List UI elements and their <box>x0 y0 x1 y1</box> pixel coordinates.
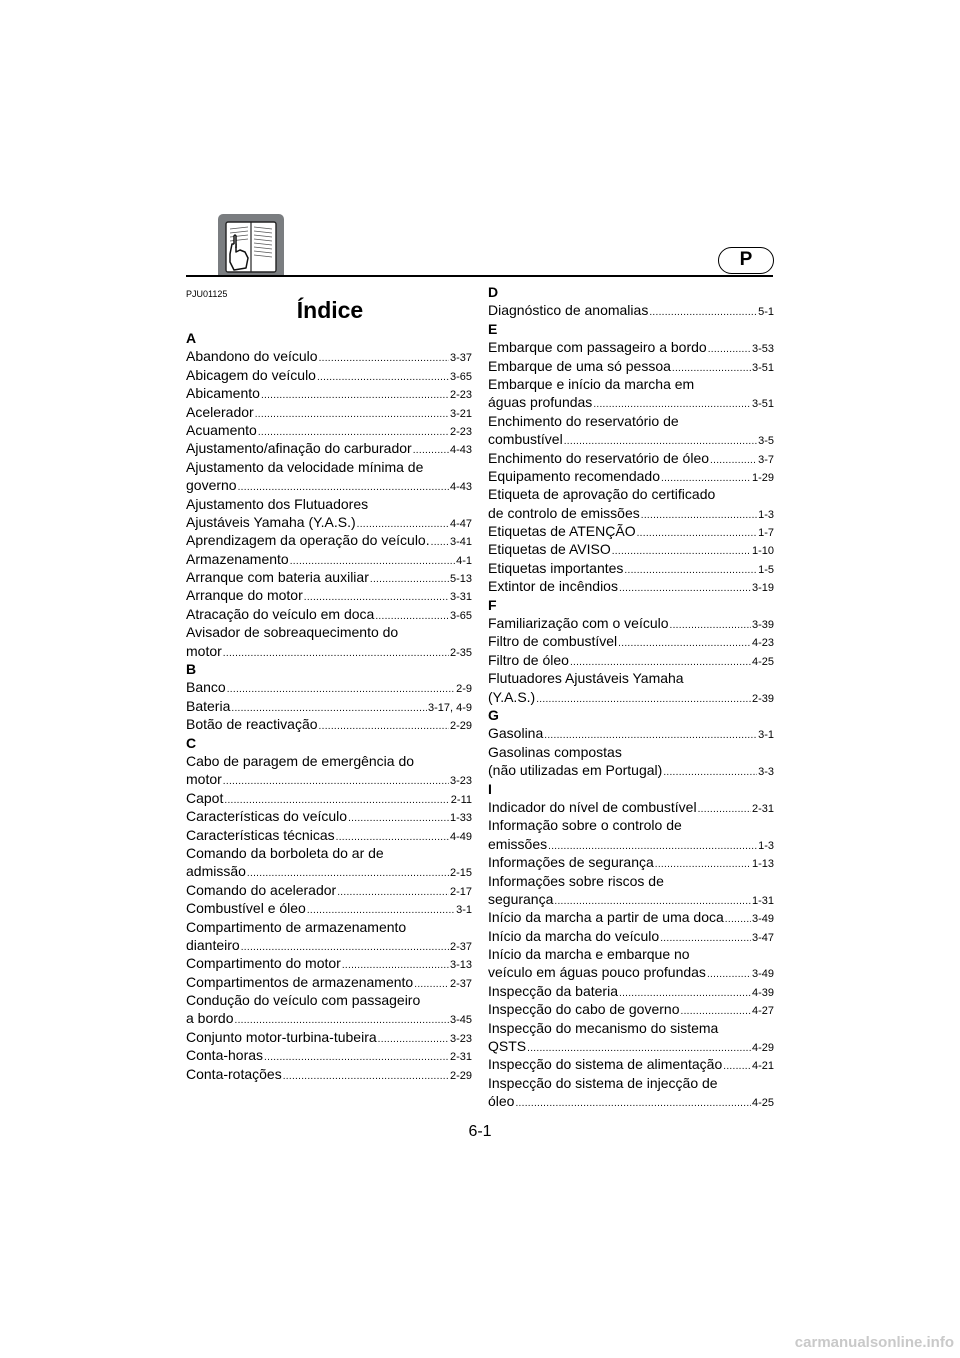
index-entry-page: 1-3 <box>758 508 774 521</box>
index-entry-label: QSTS <box>488 1038 527 1055</box>
index-entry <box>488 540 774 558</box>
index-entry-label: Gasolinas compostas <box>488 743 622 760</box>
index-entry <box>186 586 472 604</box>
index-entry <box>488 559 774 577</box>
index-entry-label: Informações sobre riscos de <box>488 872 664 889</box>
index-entry-label: Capot <box>186 789 224 806</box>
index-entry-page: 2-29 <box>449 720 472 733</box>
index-entry-page: 3-65 <box>449 609 472 622</box>
index-column-right <box>488 283 774 1111</box>
index-entry-label: Etiquetas de AVISO <box>488 541 611 558</box>
index-entry-page: 3-45 <box>449 1014 472 1027</box>
index-entry-page: 1-13 <box>751 858 774 871</box>
index-entry <box>488 835 774 853</box>
dot-leader <box>710 452 757 470</box>
index-entry-page: 1-31 <box>751 894 774 907</box>
index-entry-page: 3-51 <box>751 398 774 411</box>
index-entry-label: Ajustáveis Yamaha (Y.A.S.) <box>186 513 356 530</box>
index-entry-label: admissão <box>186 863 246 880</box>
index-entry-label: Acelerador <box>186 403 254 420</box>
index-entry-page: 3-49 <box>751 913 774 926</box>
index-entry-label: Ajustamento/afinação do carburador <box>186 440 412 457</box>
dot-leader <box>641 507 757 525</box>
index-entry <box>488 393 774 411</box>
index-entry-page: 3-13 <box>449 959 472 972</box>
index-entry-label: Embarque de uma só pessoa <box>488 357 671 374</box>
dot-leader <box>723 1058 751 1076</box>
watermark: carmanualsonline.info <box>794 1334 954 1351</box>
index-entry-page: 2-35 <box>449 646 472 659</box>
index-entry-page: 3-41 <box>449 536 472 549</box>
index-entry-page: 3-1 <box>758 729 774 742</box>
index-entry-page: 3-47 <box>751 931 774 944</box>
index-entry <box>488 798 774 816</box>
index-entry-page: 2-17 <box>449 885 472 898</box>
index-entry-label: Ajustamento da velocidade mínima de <box>186 458 424 475</box>
index-entry-label: Compartimentos de armazenamento <box>186 973 414 990</box>
index-entry <box>186 973 472 991</box>
index-letter-heading: C <box>186 734 197 751</box>
index-entry <box>488 1037 774 1055</box>
dot-leader <box>227 681 455 699</box>
index-entry-label: Informações de segurança <box>488 854 654 871</box>
index-entry-label: Inspecção do sistema de injecção de <box>488 1074 718 1091</box>
index-entry <box>488 651 774 669</box>
index-entry-page: 1-29 <box>751 471 774 484</box>
dot-leader <box>725 911 751 929</box>
index-letter-heading: G <box>488 706 499 723</box>
index-entry-label: a bordo <box>186 1010 234 1027</box>
index-entry-page: 3-53 <box>751 343 774 356</box>
manual-book-icon <box>218 214 284 276</box>
index-entry <box>488 357 774 375</box>
index-entry-label: Botão de reactivação <box>186 716 318 733</box>
index-entry-page: 2-23 <box>449 425 472 438</box>
index-entry-label: Início da marcha a partir de uma doca <box>488 909 724 926</box>
index-entry-label: Compartimento de armazenamento <box>186 918 407 935</box>
index-entry <box>488 449 774 467</box>
dot-leader <box>370 571 449 589</box>
index-entry <box>488 614 774 632</box>
index-entry-label: combustível <box>488 431 563 448</box>
index-entry-page: 2-37 <box>449 977 472 990</box>
index-entry-label: Extintor de incêndios <box>488 578 618 595</box>
index-entry <box>186 550 472 568</box>
index-entry-label: Comando do acelerador <box>186 881 337 898</box>
index-entry-label: óleo <box>488 1093 515 1110</box>
index-entry-page: 3-31 <box>449 591 472 604</box>
index-entry <box>488 338 774 356</box>
index-entry-page: 3-1 <box>456 904 472 917</box>
index-entry-page: 4-23 <box>751 637 774 650</box>
dot-leader <box>223 645 449 663</box>
index-entry-label: Combustível e óleo <box>186 900 306 917</box>
index-entry-page: 1-10 <box>751 545 774 558</box>
index-entry <box>488 1092 774 1110</box>
dot-leader <box>255 406 449 424</box>
index-entry-page: 4-47 <box>449 517 472 530</box>
index-entry <box>186 954 472 972</box>
index-entry <box>186 1046 472 1064</box>
index-entry-label: Embarque com passageiro a bordo <box>488 339 707 356</box>
index-entry <box>186 715 472 733</box>
index-entry-label: Indicador do nível de combustível <box>488 798 697 815</box>
index-entry-label: (Y.A.S.) <box>488 688 536 705</box>
index-entry-page: 4-49 <box>449 830 472 843</box>
index-entry-label: Aprendizagem da operação do veículo. <box>186 532 430 549</box>
index-entry <box>186 1028 472 1046</box>
index-entry-label: Inspecção do cabo de governo <box>488 1001 680 1018</box>
index-entry <box>186 366 472 384</box>
index-entry <box>186 770 472 788</box>
index-entry-label: Embarque e início da marcha em <box>488 375 695 392</box>
index-entry-page: 2-31 <box>751 802 774 815</box>
index-entry-label: emissões <box>488 835 548 852</box>
index-entry <box>488 301 774 319</box>
index-entry <box>186 697 472 715</box>
index-entry-label: Características técnicas <box>186 826 335 843</box>
index-entry-label: Inspecção do mecanismo do sistema <box>488 1019 719 1036</box>
index-entry-page: 3-65 <box>449 370 472 383</box>
index-entry-label: Filtro de óleo <box>488 651 569 668</box>
index-entry <box>488 430 774 448</box>
index-entry-label: Conta-horas <box>186 1047 264 1064</box>
index-entry-page: 2-29 <box>449 1069 472 1082</box>
index-entry-page: 3-17, 4-9 <box>427 701 472 714</box>
document-code: PJU01125 <box>186 289 228 299</box>
index-entry-label: motor <box>186 642 222 659</box>
index-entry <box>186 862 472 880</box>
index-entry-label: Arranque com bateria auxiliar <box>186 569 369 586</box>
dot-leader <box>515 1095 751 1113</box>
index-entry <box>186 678 472 696</box>
index-entry-page: 3-21 <box>449 407 472 420</box>
index-entry-label: águas profundas <box>488 394 593 411</box>
index-entry <box>186 605 472 623</box>
index-entry-page: 3-51 <box>751 361 774 374</box>
index-entry-label: segurança <box>488 890 554 907</box>
dot-leader <box>637 525 758 543</box>
index-entry <box>488 908 774 926</box>
index-entry-label: (não utilizadas em Portugal) <box>488 762 663 779</box>
index-entry-label: Etiquetas de ATENÇÃO <box>488 523 636 540</box>
index-entry-label: Compartimento do motor <box>186 955 341 972</box>
index-entry-page: 1-33 <box>449 812 472 825</box>
index-entry <box>186 439 472 457</box>
index-entry-label: Conta-rotações <box>186 1065 282 1082</box>
index-entry <box>186 403 472 421</box>
index-entry-page: 2-31 <box>449 1051 472 1064</box>
index-entry <box>186 881 472 899</box>
index-entry-page: 5-13 <box>449 573 472 586</box>
index-entry-label: Diagnóstico de anomalias <box>488 302 649 319</box>
dot-leader <box>536 691 751 709</box>
index-letter-heading: A <box>186 330 197 346</box>
index-entry-page: 5-1 <box>758 306 774 319</box>
index-column-left <box>186 329 472 1083</box>
page-number: 6-1 <box>468 1123 492 1140</box>
dot-leader <box>319 718 449 736</box>
index-entry-label: Inspecção do sistema de alimentação <box>488 1056 723 1073</box>
index-entry-page: 2-39 <box>751 692 774 705</box>
dot-leader <box>619 580 751 598</box>
index-entry-page: 2-37 <box>449 940 472 953</box>
index-entry <box>488 724 774 742</box>
header-rule <box>186 275 773 277</box>
dot-leader <box>612 543 751 561</box>
index-entry <box>488 522 774 540</box>
index-entry-page: 4-27 <box>751 1005 774 1018</box>
dot-leader <box>264 1049 449 1067</box>
index-entry <box>488 890 774 908</box>
index-entry <box>186 384 472 402</box>
index-entry-page: 3-23 <box>449 775 472 788</box>
index-entry-label: Armazenamento <box>186 550 289 567</box>
index-entry <box>186 1065 472 1083</box>
index-entry <box>488 982 774 1000</box>
index-letter-heading: F <box>488 596 497 613</box>
index-entry <box>186 568 472 586</box>
index-entry <box>488 963 774 981</box>
index-entry <box>186 826 472 844</box>
index-letter-heading: E <box>488 320 498 337</box>
index-entry-page: 3-19 <box>751 582 774 595</box>
index-entry <box>186 476 472 494</box>
dot-leader <box>707 966 751 984</box>
index-entry-label: Bateria <box>186 697 231 714</box>
index-entry <box>186 347 472 365</box>
dot-leader <box>649 304 757 322</box>
index-entry-page: 3-3 <box>758 766 774 779</box>
index-entry <box>186 899 472 917</box>
index-letter-heading: B <box>186 661 197 678</box>
index-entry-label: Etiquetas importantes <box>488 559 624 576</box>
index-entry-label: Banco <box>186 679 226 696</box>
page-title: Índice <box>296 297 364 323</box>
index-entry-label: Início da marcha do veículo <box>488 927 660 944</box>
index-entry-page: 1-5 <box>758 563 774 576</box>
index-letter-heading: D <box>488 284 499 300</box>
index-entry-label: Abicamento <box>186 385 260 402</box>
index-entry-label: motor <box>186 771 222 788</box>
index-entry-page: 2-9 <box>456 683 472 696</box>
index-entry-label: dianteiro <box>186 936 240 953</box>
index-entry <box>488 504 774 522</box>
index-entry-page: 4-43 <box>449 481 472 494</box>
dot-leader <box>698 801 751 819</box>
index-entry-label: Familiarização com o veículo <box>488 615 669 632</box>
dot-leader <box>663 764 757 782</box>
dot-leader <box>624 562 757 580</box>
index-entry-page: 4-39 <box>751 986 774 999</box>
index-entry-page: 3-37 <box>449 352 472 365</box>
index-entry-label: Enchimento do reservatório de <box>488 412 679 429</box>
index-entry-page: 3-7 <box>758 453 774 466</box>
language-badge: P <box>718 247 774 274</box>
dot-leader <box>223 773 449 791</box>
index-entry-page: 4-25 <box>751 1097 774 1110</box>
index-entry-label: Início da marcha e embarque no <box>488 946 690 963</box>
index-entry-label: Etiqueta de aprovação do certificado <box>488 486 716 503</box>
index-entry-page: 4-1 <box>456 554 472 567</box>
index-entry <box>186 807 472 825</box>
index-entry <box>186 642 472 660</box>
index-entry-label: Equipamento recomendado <box>488 467 661 484</box>
dot-leader <box>655 856 751 874</box>
index-entry <box>488 761 774 779</box>
index-entry-page: 4-43 <box>449 444 472 457</box>
index-entry-label: Atracação do veículo em doca <box>186 605 375 622</box>
index-entry-label: Filtro de combustível <box>488 633 618 650</box>
index-entry-label: Flutuadores Ajustáveis Yamaha <box>488 670 684 687</box>
index-entry-label: veículo em águas pouco profundas <box>488 964 706 981</box>
dot-leader <box>261 387 449 405</box>
index-entry <box>186 531 472 549</box>
index-entry <box>488 1055 774 1073</box>
dot-leader <box>317 369 449 387</box>
index-entry-page: 4-25 <box>751 655 774 668</box>
index-entry-page: 1-3 <box>758 839 774 852</box>
dot-leader <box>283 1068 449 1086</box>
index-entry-page: 4-21 <box>751 1060 774 1073</box>
index-entry-page: 2-11 <box>450 793 472 806</box>
index-entry-label: Avisador de sobreaquecimento do <box>186 624 399 641</box>
dot-leader <box>319 350 449 368</box>
index-entry-page: 3-39 <box>751 619 774 632</box>
index-entry <box>488 577 774 595</box>
index-entry <box>488 467 774 485</box>
dot-leader <box>618 635 751 653</box>
index-entry <box>488 688 774 706</box>
dot-leader <box>670 617 751 635</box>
index-entry <box>186 789 472 807</box>
index-entry <box>186 513 472 531</box>
index-entry-page: 3-5 <box>758 435 774 448</box>
index-entry-label: Gasolina <box>488 725 544 742</box>
index-entry-label: Arranque do motor <box>186 587 303 604</box>
index-entry-label: Condução do veículo com passageiro <box>186 992 421 1009</box>
dot-leader <box>431 534 449 552</box>
dot-leader <box>337 884 449 902</box>
index-entry-label: Características do veículo <box>186 808 348 825</box>
dot-leader <box>348 810 449 828</box>
index-entry-label: Acuamento <box>186 421 257 438</box>
index-entry-label: Informação sobre o controlo de <box>488 817 682 834</box>
index-entry-label: Inspecção da bateria <box>488 982 618 999</box>
index-entry-label: Ajustamento dos Flutuadores <box>186 495 369 512</box>
index-entry-page: 1-7 <box>758 527 774 540</box>
index-entry <box>488 853 774 871</box>
index-entry <box>186 936 472 954</box>
index-entry-page: 2-15 <box>449 867 472 880</box>
index-entry-label: governo <box>186 477 237 494</box>
index-entry-page: 3-49 <box>751 968 774 981</box>
index-entry <box>488 927 774 945</box>
index-entry-page: 4-29 <box>751 1042 774 1055</box>
index-entry-label: Comando da borboleta do ar de <box>186 844 384 861</box>
dot-leader <box>708 341 751 359</box>
index-entry <box>186 421 472 439</box>
index-entry-text <box>186 752 472 770</box>
index-letter-heading: I <box>488 780 492 797</box>
index-entry-page: 3-23 <box>449 1032 472 1045</box>
dot-leader <box>378 1031 449 1049</box>
index-entry <box>488 1000 774 1018</box>
index-entry-label: Cabo de paragem de emergência do <box>186 752 415 769</box>
index-entry-page: 2-23 <box>449 389 472 402</box>
index-entry-label: Enchimento do reservatório de óleo <box>488 449 710 466</box>
index-entry-label: Abicagem do veículo <box>186 366 316 383</box>
index-entry-label: Abandono do veículo <box>186 348 318 365</box>
index-entry-label: Conjunto motor-turbina-tubeira <box>186 1028 377 1045</box>
index-entry <box>186 1009 472 1027</box>
index-entry <box>488 632 774 650</box>
index-entry-label: de controlo de emissões <box>488 504 640 521</box>
